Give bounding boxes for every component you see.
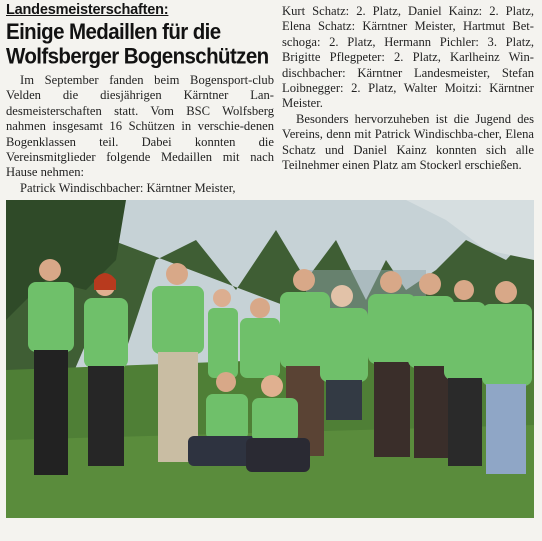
article-paragraph: Im September fanden beim Bogensport-club Velden die diesjährigen Kärntner Lan-desmeisterschaften statt. Vom BSC Wolfsberg nahmen insgesamt 16 Schützen in verschie-denen Bogenklassen teil. Dabei konnten die Vereinsmitglieder folgende Medaillen mit nach Hause nehmen: [6, 73, 274, 180]
article-paragraph: Patrick Windischbacher: Kärntner Meister, [20, 180, 236, 195]
article-column-left [6, 73, 274, 196]
article-headline: Einige Medaillen für die Wolfsberger Bogenschützen [6, 20, 269, 69]
team-photo [6, 200, 534, 518]
team-photo-illustration [6, 200, 534, 518]
article-paragraph: Besonders hervorzuheben ist die Jugend des Vereins, denn mit Patrick Windischba-cher, Elena Schatz und Daniel Kainz konnten sich alle Teilnehmer einen Platz am Stockerl erschießen. [282, 111, 534, 173]
article-paragraph: Kurt Schatz: 2. Platz, Daniel Kainz: 2. Platz, Elena Schatz: Kärntner Meister, Hartmut Bet-schoga: 2. Platz, Hermann Pichler: 3. Platz, Brigitte Pflegpeter: 2. Platz, Karlheinz Win-dischbacher: Kärntner Landesmeister, Stefan Loibnegger: 2. Platz, Walter Moitzi: Kärntner Meister. [282, 4, 534, 111]
article-column-right [282, 4, 534, 173]
article-kicker: Landesmeisterschaften: [6, 2, 169, 18]
